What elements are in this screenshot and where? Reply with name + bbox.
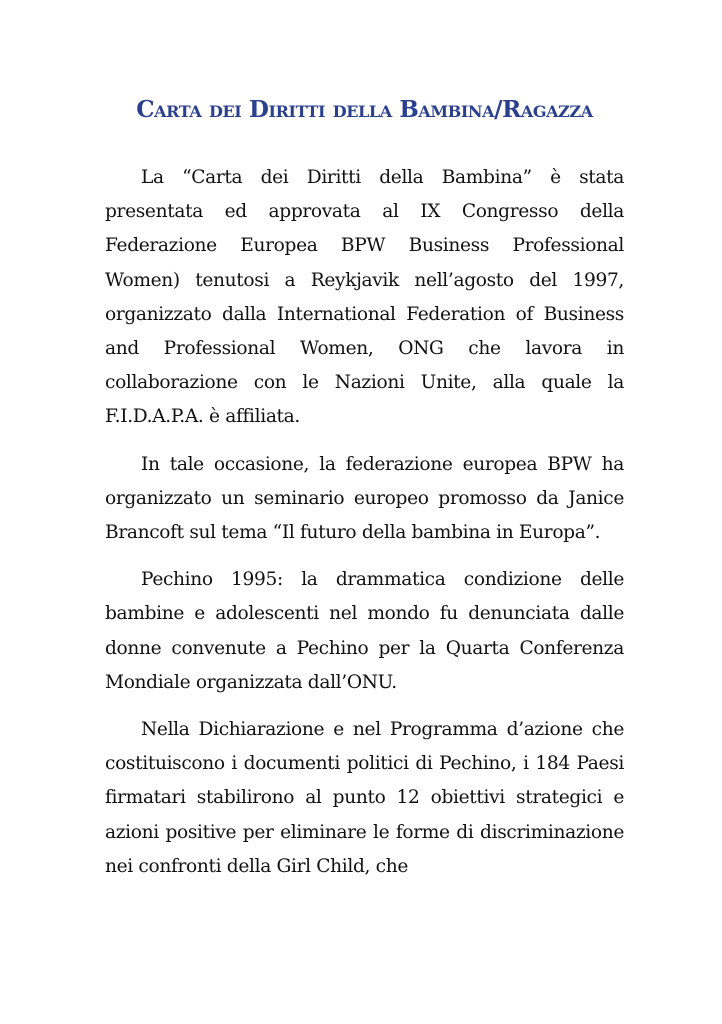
paragraph-4: Nella Dichiarazione e nel Programma d’azione che costituiscono i documenti politici di Pechino, i 184 Paesi firmatari stabilirono al punto 12 obiettivi strategici e azioni positive per eliminare le forme di discriminazione nei confronti della Girl Child, che xyxy=(105,719,624,877)
document-title: Carta dei Diritti della Bambina/Ragazza xyxy=(136,96,593,123)
paragraph-2: In tale occasione, la federazione europea BPW ha organizzato un seminario europeo promosso da Janice Brancoft sul tema “Il futuro della bambina in Europa”. xyxy=(105,453,624,544)
paragraph-3: Pechino 1995: la drammatica condizione delle bambine e adolescenti nel mondo fu denunciata dalle donne convenute a Pechino per la Quarta Conferenza Mondiale organizzata dall’ONU. xyxy=(105,569,624,693)
document-body xyxy=(105,161,624,897)
paragraph-1: La “Carta dei Diritti della Bambina” è stata presentata ed approvata al IX Congresso della Federazione Europea BPW Business Professional Women) tenutosi a Reykjavik nell’agosto del 1997, organizzato dalla International Federation of Business and Professional Women, ONG che lavora in collaborazione con le Nazioni Unite, alla quale la F.I.D.A.P.A. è affiliata. xyxy=(105,167,624,428)
